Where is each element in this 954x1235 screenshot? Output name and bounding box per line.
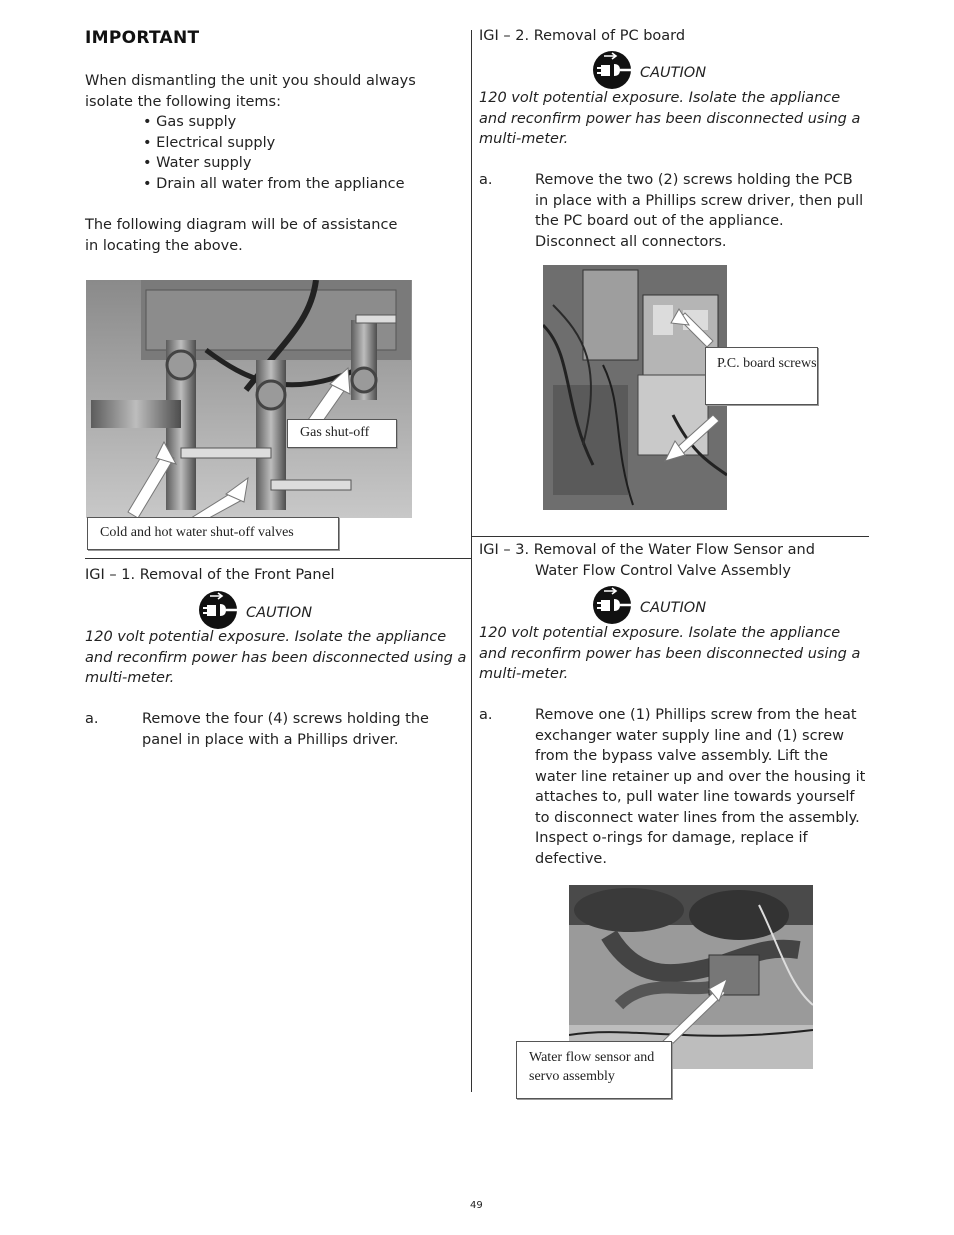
igi1-caution: [198, 590, 312, 630]
igi3-caution: [592, 585, 706, 625]
section-divider-right: [471, 536, 869, 537]
unplug-power-icon: [592, 585, 634, 625]
valves-photo: [86, 280, 412, 518]
igi2-step-text: [535, 170, 865, 252]
diagram-note: The following diagram will be of assistance in locating the above.: [85, 217, 398, 254]
water-shutoff-label: Cold and hot water shut-off valves: [87, 517, 339, 550]
igi2-caution: [592, 50, 706, 90]
igi2-title: IGI – 2. Removal of PC board: [479, 28, 686, 44]
igi3-title-line2: Water Flow Control Valve Assembly: [535, 563, 791, 579]
unplug-power-icon: [592, 50, 634, 90]
pc-board-photo: [543, 265, 727, 510]
igi3-title-line1: IGI – 3. Removal of the Water Flow Sensor and: [479, 542, 815, 558]
isolation-list: [143, 112, 405, 194]
igi2-caution-text: 120 volt potential exposure. Isolate the appliance and reconfirm power has been disconnected using a multi-meter.: [479, 90, 861, 147]
gas-shutoff-label: Gas shut-off: [287, 419, 397, 448]
list-item: • Water supply: [143, 153, 405, 174]
important-heading: IMPORTANT: [85, 28, 200, 48]
igi1-caution-text: 120 volt potential exposure. Isolate the appliance and reconfirm power has been disconnected using a multi-meter.: [85, 629, 467, 686]
section-divider-left: [85, 558, 471, 559]
column-divider-left: [471, 30, 472, 1092]
pc-board-screws-label: P.C. board screws: [705, 347, 818, 405]
caution-label: CAUTION: [640, 599, 707, 616]
caution-label: CAUTION: [640, 64, 707, 81]
igi3-step-text: Remove one (1) Phillips screw from the heat exchanger water supply line and (1) screw from the bypass valve assembly. Lift the water line retainer up and over the housing it attaches to, pull water line towards yourself to disconnect water lines from the assembly. Inspect o-rings for damage, replace if defective.: [535, 707, 866, 867]
caution-label: CAUTION: [246, 604, 313, 621]
igi2-step-sentence: Remove the two (2) screws holding the PCB in place with a Phillips screw driver, then pull the PC board out of the appliance.: [535, 172, 864, 229]
list-item: • Gas supply: [143, 112, 405, 133]
list-item: • Electrical supply: [143, 133, 405, 154]
list-item: • Drain all water from the appliance: [143, 174, 405, 195]
igi1-title: IGI – 1. Removal of the Front Panel: [85, 567, 335, 583]
water-flow-sensor-label: Water flow sensor and servo assembly: [516, 1041, 672, 1099]
igi3-caution-text: 120 volt potential exposure. Isolate the appliance and reconfirm power has been disconnected using a multi-meter.: [479, 625, 861, 682]
page-number: 49: [470, 1200, 483, 1211]
igi1-step-text: Remove the four (4) screws holding the panel in place with a Phillips driver.: [142, 711, 429, 748]
intro-paragraph: When dismantling the unit you should always isolate the following items:: [85, 73, 416, 110]
valves-illustration: [86, 280, 412, 518]
igi2-step-sentence-2: Disconnect all connectors.: [535, 233, 727, 250]
unplug-power-icon: [198, 590, 240, 630]
igi3-step-letter: a.: [479, 707, 493, 723]
igi1-step-letter: a.: [85, 711, 99, 727]
igi2-step-letter: a.: [479, 172, 493, 188]
pc-board-illustration: [543, 265, 727, 510]
